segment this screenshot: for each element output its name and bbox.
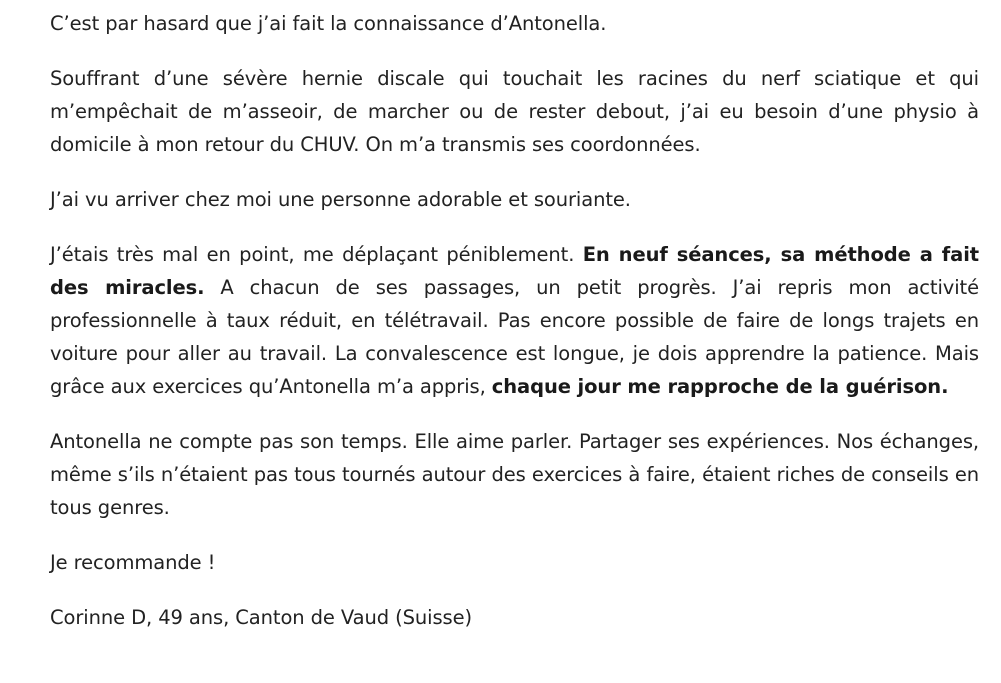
progress-paragraph [50,238,979,403]
progress-text-start: J’étais très mal en point, me déplaçant péniblement. [50,243,583,266]
recommendation-paragraph: Je recommande ! [50,551,216,574]
time-paragraph: Antonella ne compte pas son temps. Elle aime parler. Partager ses expériences. Nos échanges, même s’ils n’étaient pas tous tournés autour des exercices à faire, étaient riches de conseils en tous genres. [50,430,979,519]
arrival-paragraph: J’ai vu arriver chez moi une personne adorable et souriante. [50,188,631,211]
intro-paragraph: C’est par hasard que j’ai fait la connaissance d’Antonella. [50,12,607,35]
condition-paragraph: Souffrant d’une sévère hernie discale qui touchait les racines du nerf sciatique et qui m’empêchait de m’asseoir, de marcher ou de rester debout, j’ai eu besoin d’une physio à domicile à mon retour du CHUV. On m’a transmis ses coordonnées. [50,67,979,156]
highlight-healing: chaque jour me rapproche de la guérison. [491,375,949,398]
author-signature: Corinne D, 49 ans, Canton de Vaud (Suisse) [50,606,473,629]
highlight-miracles: En neuf séances, sa méthode a fait des miracles. [50,243,979,299]
progress-text-middle: A chacun de ses passages, un petit progrès. J’ai repris mon activité professionnelle à taux réduit, en télétravail. Pas encore possible de faire de longs trajets en voiture pour aller au travail. La convalescence est longue, je dois apprendre la patience. Mais grâce aux exercices qu’Antonella m’a appris, [50,276,979,398]
testimonial-article [50,7,979,656]
